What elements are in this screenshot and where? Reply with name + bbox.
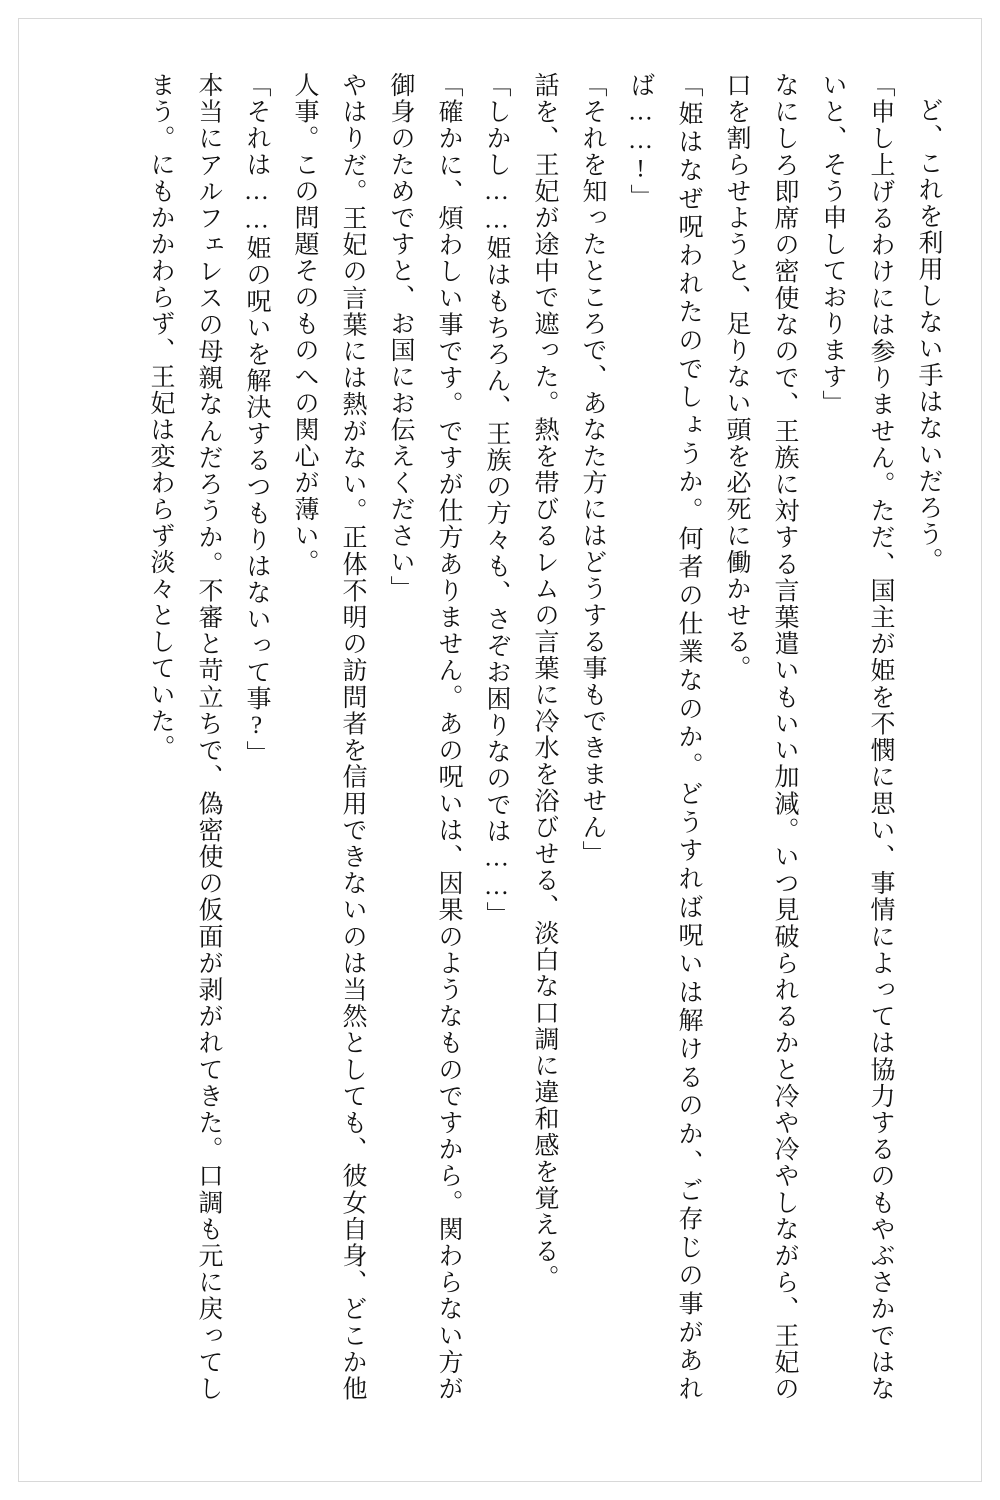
paragraph: 「しかし……姫はもちろん、王族の方々も、さぞお困りなのでは……」 (483, 72, 510, 928)
paragraph: 「申し上げるわけには参りません。ただ、国主が姫を不憫に思い、事情によっては協力するのもやぶさかではないと、そう申しております」 (819, 72, 894, 1403)
paragraph: ど、これを利用しない手はないだろう。 (915, 97, 942, 574)
novel-text-body (52, 72, 952, 1402)
paragraph: 「確かに、煩わしい事です。ですが仕方ありません。あの呪いは、因果のようなものですから。関わらない方が御身のためですと、お国にお伝えください」 (387, 72, 462, 1402)
paragraph: 「姫はなぜ呪われたのでしょうか。何者の仕業なのか。どうすれば呪いは解けるのか、ご存じの事があれば……!」 (627, 72, 702, 1402)
paragraph: 「それは……姫の呪いを解決するつもりはないって事?」 (243, 72, 270, 767)
paragraph: 「それを知ったところで、あなた方にはどうする事もできません」 (579, 72, 606, 867)
paragraph: なにしろ即席の密使なので、王族に対する言葉遣いもいい加減。いつ見破られるかと冷や冷やしながら、王妃の口を割らせようと、足りない頭を必死に働かせる。 (723, 72, 798, 1402)
paragraph: 話を、王妃が途中で遮った。熱を帯びるレムの言葉に冷水を浴びせる、淡白な口調に違和感を覚える。 (531, 72, 558, 1291)
paragraph: 本当にアルフェレスの母親なんだろうか。不審と苛立ちで、偽密使の仮面が剥がれてきた。口調も元に戻ってしまう。にもかかわらず、王妃は変わらず淡々としていた。 (147, 72, 222, 1403)
paragraph: やはりだ。王妃の言葉には熱がない。正体不明の訪問者を信用できないのは当然としても、彼女自身、どこか他人事。この問題そのものへの関心が薄い。 (291, 72, 366, 1402)
